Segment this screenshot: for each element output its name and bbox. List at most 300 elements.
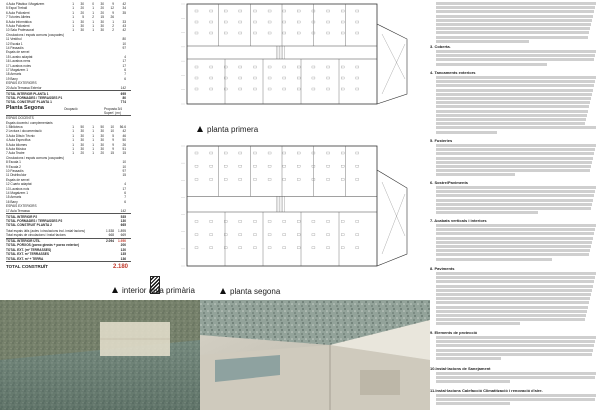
plan-line [195,21,198,23]
plan-line [224,220,227,222]
row-value: 1 [72,151,74,156]
row-value: 1 [112,19,114,24]
plan-line [283,152,286,154]
text-line [436,306,588,309]
row-value: 17 [122,63,126,68]
table-row [6,257,131,261]
plan-line [224,88,227,90]
table-row [6,28,131,32]
row-label: TOTAL EXT. (m² TERRASSES) [6,247,52,252]
row-value: 17 [122,59,126,64]
row-value: 50 [100,125,104,129]
row-value: 30 [100,133,104,138]
text-line [436,241,592,244]
plan-line [268,77,271,79]
row-label: 10 Passadís [6,169,24,173]
table-row [6,187,131,191]
plan-line [210,77,213,79]
text-line [436,228,595,231]
row-value: 1 [92,24,94,28]
row-value: 0 [92,2,94,6]
row-value: 43 [122,24,126,28]
row-label: TOTAL EXT. m² TERRASSES [6,252,50,257]
row-value: 6 [124,199,126,204]
row-value: 2 [112,28,114,33]
row-value: 1 [92,151,94,156]
row-value-b: 200 [120,243,126,248]
section-title: 3. Coberta. [430,44,451,49]
plan-line [210,220,213,222]
row-label: 15 Lavabo adaptat [6,54,33,59]
row-label: 6 Aula Música [6,147,26,151]
section-header: ESPAIS DOCENTS [6,116,34,121]
plan-line [239,32,242,34]
row-value: 1 [92,133,94,138]
table-row [6,138,131,142]
row-value-b: 136 [120,256,126,261]
text-line [436,157,593,160]
row-label: TOTAL CONSTRUIT PLANTA 2 [6,223,52,228]
plan-line [297,178,300,180]
row-value: 50 [122,138,126,143]
row-value: 1 [92,6,94,11]
plan-line [210,152,213,154]
total-construit-label: TOTAL CONSTRUÏT [6,263,48,269]
table-row [6,239,131,243]
row-value: 56.6 [119,125,126,129]
row-value: 1 [92,142,94,147]
row-value: 30 [100,138,104,143]
row-value-b: 135 [120,252,126,257]
plan-line [356,152,359,154]
row-label: 14 Passadís [6,46,24,50]
col-subheader: Superf. (m²) [104,110,122,115]
section-header: Espais docents i complementaris [6,120,53,125]
row-label: 14 Magatzem 1 [6,191,28,195]
row-label: 9 Escala 2 [6,164,21,169]
plan-line [224,178,227,180]
plan-line [239,21,242,23]
row-label: TOTAL EXT. m² + TERRA [6,256,44,261]
plan-line [253,21,256,23]
text-line [436,186,596,189]
text-line [436,372,596,375]
section-title: 4. Tancaments exteriors [430,70,476,75]
row-label: Total espais útils (aules i circulacions incl. instal·lacions) [6,228,86,233]
text-line [436,118,586,121]
plan-line [297,247,300,249]
section-header: Circulacions i espais comuns (ocupades) [6,155,64,160]
plan-line [268,247,271,249]
plan-line [239,165,242,167]
text-line [436,80,595,83]
row-value: 30 [100,142,104,147]
plan-line [210,88,213,90]
row-value: 5 [112,133,114,138]
table-row [6,165,131,169]
plan-line [224,32,227,34]
row-label: TOTAL PORXOS (porxo ginnàs + porxo exterior) [6,243,79,248]
text-line [436,54,595,57]
plan-line [253,32,256,34]
plan-line [297,220,300,222]
plan-line [268,66,271,68]
table-row [6,55,131,59]
text-line [436,357,501,360]
row-label: 12 Cuarto adaptat [6,182,32,187]
row-value: 1 [72,129,74,134]
row-value: 30 [80,142,84,147]
row-label: 8 Aula Informàtica [6,19,32,24]
plan-line [268,88,271,90]
table-row [6,100,131,104]
plan-line [195,247,198,249]
row-value: 10 [122,41,126,46]
plan-line [283,220,286,222]
row-value: 97 [122,169,126,173]
plan-line [210,10,213,12]
section-header: Circulacions i espais comuns (ocupades) [6,32,64,37]
plan-line [356,88,359,90]
table-row [6,223,131,227]
plan-line [312,247,315,249]
plan-line [356,220,359,222]
plan-line [239,152,242,154]
row-value: 30 [80,28,84,33]
table-row [6,129,131,133]
plan-line [327,21,330,23]
text-line [436,253,589,256]
plan-line [327,178,330,180]
plan-line [210,234,213,236]
row-value: 97 [122,46,126,50]
text-line [436,280,594,283]
text-line [436,58,594,61]
table-row [6,96,131,100]
text-line [436,376,595,379]
row-value: 10 [122,160,126,165]
plan-line [253,247,256,249]
caption-first-floor: planta primera [197,125,258,134]
text-line [436,152,594,155]
text-line [436,144,596,147]
row-value: 50 [80,125,84,129]
triangle-marker-icon [197,126,203,132]
text-line [436,199,593,202]
row-label: 15 Armaris [6,195,22,200]
plan-line [356,234,359,236]
plan-line [283,21,286,23]
row-label: TOTAL INTERIOR PLANTA 1 [6,91,49,96]
plan-line [268,21,271,23]
row-value: 30 [80,129,84,134]
plan-line [312,152,315,154]
plan-line [195,178,198,180]
plan-line [356,77,359,79]
row-label: 6 Aula Polivalent [6,10,30,15]
table-row [6,215,131,219]
plan-line [312,21,315,23]
row-value: 142 [120,85,126,90]
row-value-b: 1.895 [118,228,126,233]
plan-line [268,165,271,167]
text-line [436,232,594,235]
table-row [6,195,131,199]
text-line [436,344,594,347]
plan-line [312,66,315,68]
text-line [436,10,594,13]
row-total: 695 [120,91,126,96]
total-construit-row [6,264,131,270]
table-row [6,24,131,28]
text-line [436,15,593,18]
row-value: 42 [122,129,126,134]
text-line [436,173,515,176]
table-row [6,46,131,50]
plan-line [297,88,300,90]
plan-line [327,66,330,68]
row-value: 10 [110,125,114,129]
row-label: 17 Magatzem 1 [6,68,28,72]
plan-line [327,32,330,34]
row-value: 1 [72,28,74,33]
row-value: 30 [80,19,84,24]
text-line [436,249,590,252]
row-value: 15 [100,15,104,20]
text-line [436,340,595,343]
table-row [6,86,131,90]
text-line [436,224,596,227]
row-value: 7 [124,195,126,200]
text-line [436,40,529,43]
plan-line [341,77,344,79]
row-value: 142 [120,208,126,213]
row-value: 1 [72,142,74,147]
caption-second-floor: planta segona [220,287,280,296]
row-value: 30 [100,28,104,33]
plan-line [297,152,300,154]
plan-line [297,10,300,12]
plan-line [382,44,405,94]
plan-line [224,165,227,167]
row-value: 30 [80,133,84,138]
section-title: 9. Elements de protecció [430,330,478,335]
row-label: Total espais de circulacions i instal·lacions [6,233,66,238]
row-value: 9 [112,142,114,147]
row-value: 6 [124,76,126,81]
row-value-b: 120 [120,247,126,252]
plan-line [297,77,300,79]
triangle-marker-icon [220,288,226,294]
text-line [436,194,594,197]
row-value: 15 [122,151,126,156]
row-value: 30 [80,147,84,151]
plan-line [283,165,286,167]
text-line [436,126,596,129]
plan-line [195,165,198,167]
plan-line [312,220,315,222]
text-line [436,402,510,405]
plan-line [253,10,256,12]
table-row [6,92,131,96]
plan-line [377,170,407,266]
row-value: 1 [92,28,94,33]
row-label: 17 Aula Terrassa [6,208,30,213]
table-row [6,59,131,63]
text-line [436,101,590,104]
plan-line [327,152,330,154]
row-value: 10 [110,129,114,134]
text-line [436,110,588,113]
plan-line [268,152,271,154]
row-total: 535 [120,214,126,219]
text-line [436,50,596,53]
plan-line [327,10,330,12]
row-value: 1 [72,19,74,24]
plan-line [283,77,286,79]
text-line [436,245,591,248]
plan-line [356,66,359,68]
plan-line [356,32,359,34]
table-row [6,134,131,138]
plan-line [239,247,242,249]
table-row [6,243,131,247]
plan-line [224,234,227,236]
row-value: 20 [80,151,84,156]
plan-line [283,234,286,236]
plan-line [210,247,213,249]
row-value: 1 [72,138,74,143]
row-label: 4 Aula Plàstica i Magatzem [6,2,45,6]
row-value: 30 [100,129,104,134]
plan-line [341,32,344,34]
plan-line [356,165,359,167]
row-value: 33 [122,19,126,24]
row-value: 20 [100,10,104,15]
total-construit-value: 2.180 [112,263,128,270]
row-label: 8 Escala 1 [6,160,21,165]
plan-line [341,220,344,222]
text-line [436,169,590,172]
row-value-a: 1.538 [106,228,114,233]
table-row [6,6,131,10]
table-row [6,173,131,177]
plan-line [268,178,271,180]
row-label: 7 Aula Teatre [6,151,25,156]
row-total: 774 [120,100,126,105]
text-line [436,190,595,193]
table-row [6,229,131,233]
table-row [6,160,131,164]
text-line [436,380,510,383]
plan-line [253,165,256,167]
plan-line [239,220,242,222]
plan-line [283,247,286,249]
table-row [6,64,131,68]
row-value: 30 [80,138,84,143]
section-header: ESPAIS EXTERIORS [6,81,37,86]
plan-line [253,152,256,154]
table-row [6,37,131,41]
row-label: TOTAL FORMADES / TERRASSES P2 [6,218,63,223]
plan-line [341,178,344,180]
text-line [436,237,593,240]
section-title: 6. Sostre/Paviments [430,180,469,185]
row-label: 19 Bany [6,76,18,81]
text-line [436,131,497,134]
text-line [436,6,595,9]
plan-line [253,66,256,68]
table-row [6,151,131,155]
plan-line [210,66,213,68]
text-line [436,272,596,275]
plan-line [283,66,286,68]
table-row [6,248,131,252]
divider [6,261,131,262]
table-row [6,219,131,223]
row-value: 1 [72,2,74,6]
row-label: 2 Lectura i documentació [6,129,42,134]
text-line [436,114,587,117]
col-header-a: Ocupació [64,106,78,111]
row-value: 30 [80,2,84,6]
row-value: 20 [80,10,84,15]
plan-line [312,165,315,167]
plan-line [239,77,242,79]
section-title: 5. Fusteries [430,138,453,143]
triangle-marker-icon [112,287,118,293]
row-value: 9 [112,10,114,15]
plan-first-floor [175,0,425,125]
table-row [6,169,131,173]
row-label: 5 Aula Idiomes [6,142,27,147]
row-value: 5 [82,15,84,20]
row-value: 1 [92,147,94,151]
text-line [436,336,596,339]
row-value: 1 [72,133,74,138]
plan-line [224,247,227,249]
row-label: 12 Escala 1 [6,41,23,46]
row-value-b: 669 [120,233,126,238]
row-value: 80 [122,37,126,42]
text-line [436,314,586,317]
plan-line [312,178,315,180]
table-row [6,2,131,6]
plan-line [253,88,256,90]
row-value: 15 [122,173,126,178]
plan-line [312,234,315,236]
text-line [436,31,589,34]
plan-line [341,234,344,236]
table-row [6,252,131,256]
section-title: 11.Instal·lacions Calefacció Climatització i renovació d'aire. [430,388,543,393]
plan-line [253,234,256,236]
row-value: 6 [124,191,126,195]
text-line [436,19,592,22]
plan-line [382,194,405,254]
text-line [436,289,592,292]
row-total: 665 [120,223,126,228]
row-label: TOTAL INTERIOR ÚTIL [6,239,41,243]
text-line [436,285,593,288]
plan-line [283,10,286,12]
plan-line [297,21,300,23]
row-label: 3 Aula Dibuix Tècnic [6,133,35,138]
plan-line [327,77,330,79]
text-line [436,258,552,261]
text-line [436,93,592,96]
plan-line [210,21,213,23]
